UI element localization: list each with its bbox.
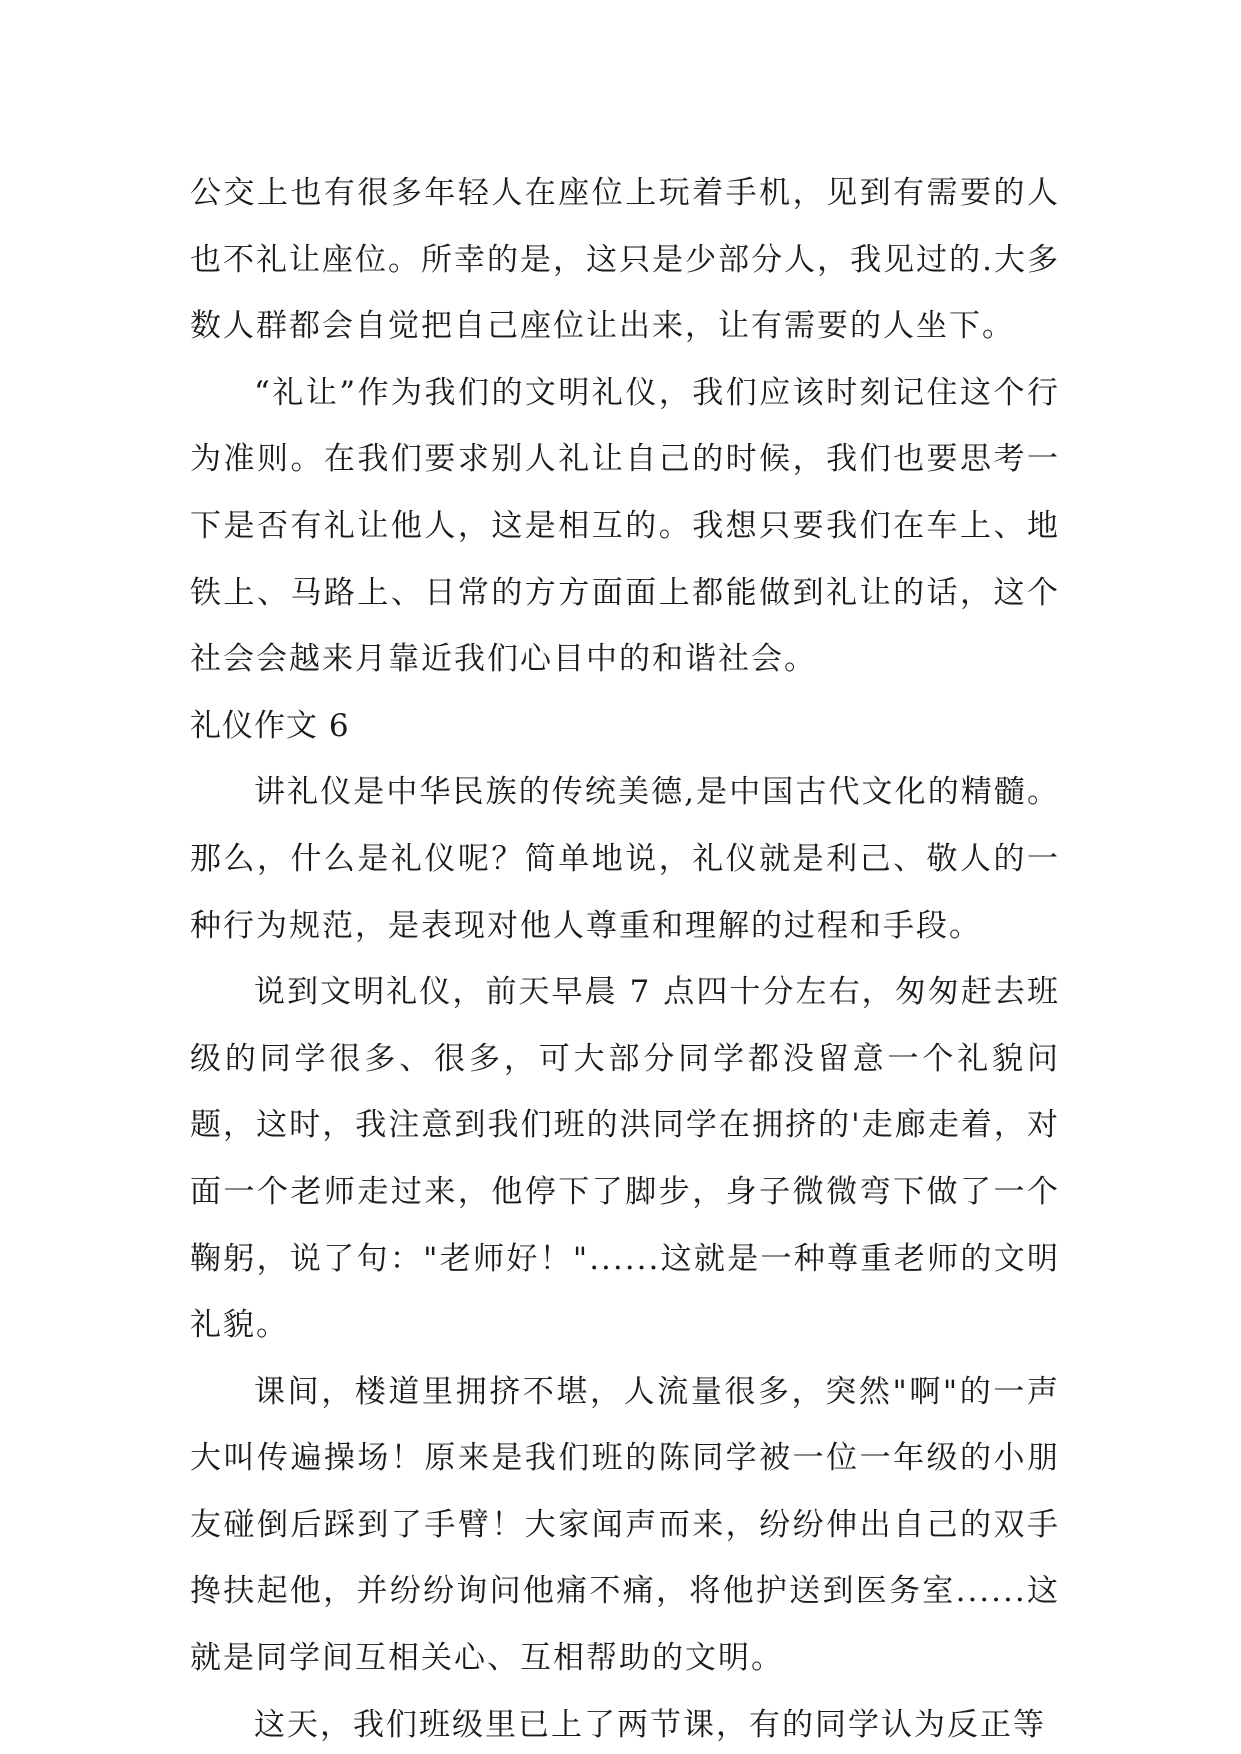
paragraph-6: 这天，我们班级里已上了两节课，有的同学认为反正等	[254, 1706, 1046, 1743]
paragraph-5: 课间，楼道里拥挤不堪，人流量很多，突然"啊"的一声大叫传遍操场！原来是我们班的陈同学被一位一年级的小朋友碰倒后踩到了手臂！大家闻声而来，纷纷伸出自己的双手搀扶起他，并纷纷询问他痛不痛，将他护送到医务室......这就是同学间互相关心、互相帮助的文明。	[190, 1373, 1060, 1677]
paragraph-1: 公交上也有很多年轻人在座位上玩着手机，见到有需要的人也不礼让座位。所幸的是，这只是少部分人，我见过的.大多数人群都会自觉把自己座位让出来，让有需要的人坐下。	[190, 175, 1060, 345]
paragraph-2: “礼让”作为我们的文明礼仪，我们应该时刻记住这个行为准则。在我们要求别人礼让自己的时候，我们也要思考一下是否有礼让他人，这是相互的。我想只要我们在车上、地铁上、马路上、日常的方方面面上都能做到礼让的话，这个社会会越来月靠近我们心目中的和谐社会。	[190, 374, 1060, 678]
paragraph-4: 说到文明礼仪，前天早晨 7 点四十分左右，匆匆赶去班级的同学很多、很多，可大部分同学都没留意一个礼貌问题，这时，我注意到我们班的洪同学在拥挤的'走廊走着，对面一个老师走过来，他停下了脚步，身子微微弯下做了一个鞠躬，说了句："老师好！"......这就是一种尊重老师的文明礼貌。	[190, 974, 1060, 1344]
document-body	[190, 160, 1060, 1754]
section-heading: 礼仪作文 6	[190, 707, 350, 744]
paragraph-3: 讲礼仪是中华民族的传统美德,是中国古代文化的精髓。那么，什么是礼仪呢？简单地说，礼仪就是利己、敬人的一种行为规范，是表现对他人尊重和理解的过程和手段。	[190, 774, 1060, 944]
